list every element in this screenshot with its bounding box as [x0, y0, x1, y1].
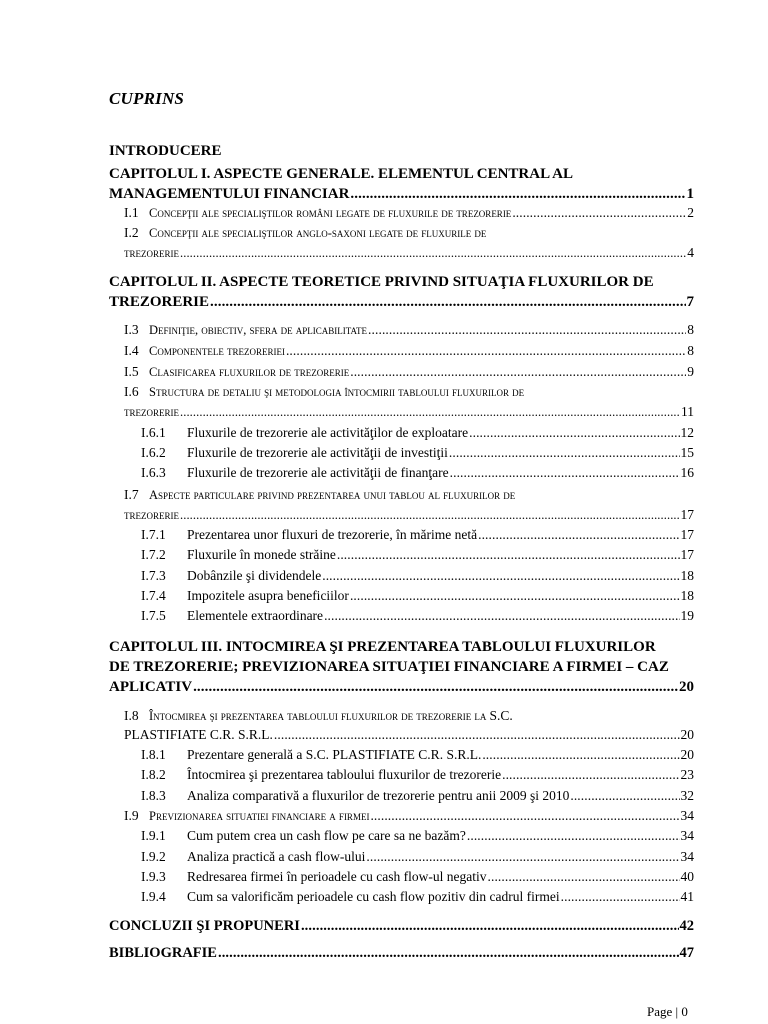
toc-entry-i8-3[interactable]	[109, 788, 694, 808]
entry-title: Analiza comparativă a fluxurilor de trezorerie pentru anii 2009 şi 2010	[187, 788, 570, 803]
dot-leader	[180, 508, 680, 523]
toc-entry-i8-1[interactable]	[109, 747, 694, 767]
chapter-1-line2: MANAGEMENTULUI FINANCIAR	[109, 186, 350, 202]
dot-leader	[469, 425, 679, 441]
toc-chapter-2[interactable]	[109, 272, 694, 312]
entry-title-cont: PLASTIFIATE C.R. S.R.L.	[124, 727, 273, 742]
dot-leader	[366, 849, 679, 865]
page-footer: Page | 0	[647, 1004, 688, 1019]
entry-number: I.2	[124, 225, 139, 240]
entry-title: Dobânzile şi dividendele	[187, 568, 322, 583]
entry-page: 8	[687, 322, 694, 337]
entry-title: CONCLUZII ŞI PROPUNERI	[109, 918, 300, 934]
dot-leader	[274, 727, 680, 743]
dot-leader	[450, 465, 680, 481]
entry-page: 16	[680, 465, 694, 480]
entry-title: Concepţii ale specialiştilor români legate de fluxurile de trezorerie	[149, 206, 512, 220]
entry-title-cont: trezorerie	[124, 246, 179, 260]
entry-title: Cum putem crea un cash flow pe care sa ne bazăm?	[187, 828, 466, 843]
chapter-1-line1: CAPITOLUL I. ASPECTE GENERALE. ELEMENTUL CENTRAL AL	[109, 166, 574, 182]
entry-number: I.7	[124, 487, 139, 502]
entry-title: Prezentare generală a S.C. PLASTIFIATE C.R. S.R.L.	[187, 747, 482, 762]
dot-leader	[478, 527, 679, 543]
entry-number: I.5	[124, 364, 139, 379]
entry-title: Concepţii ale specialiştilor anglo-saxoni legate de fluxurile de	[149, 226, 487, 240]
toc-entry-i3[interactable]	[109, 322, 694, 342]
entry-title: Prezentarea unor fluxuri de trezorerie, în mărime netă	[187, 527, 478, 542]
toc-entry-i9-2[interactable]	[109, 849, 694, 869]
toc-chapter-1[interactable]	[109, 164, 694, 204]
toc-entry-i6-1[interactable]	[109, 425, 694, 445]
entry-title: Redresarea firmei în perioadele cu cash flow-ul negativ	[187, 869, 487, 884]
dot-leader	[350, 184, 685, 204]
dot-leader	[322, 568, 679, 584]
entry-page: 18	[680, 588, 694, 603]
toc-entry-i1[interactable]	[109, 205, 694, 225]
dot-leader	[337, 547, 680, 563]
toc-entry-concluzii[interactable]	[109, 918, 694, 938]
entry-title: Impozitele asupra beneficiilor	[187, 588, 349, 603]
dot-leader	[512, 205, 686, 221]
entry-page: 40	[680, 869, 694, 884]
dot-leader	[370, 808, 679, 824]
toc-entry-bibliografie[interactable]	[109, 945, 694, 965]
toc-entry-i8-cont[interactable]	[124, 727, 694, 747]
entry-page: 34	[680, 849, 694, 864]
entry-number: I.7.5	[141, 608, 166, 623]
dot-leader	[488, 869, 680, 885]
entry-number: I.9	[124, 808, 139, 823]
entry-number: I.3	[124, 322, 139, 337]
toc-entry-i2-cont[interactable]	[124, 245, 694, 265]
entry-page: 47	[679, 945, 694, 961]
entry-title-cont: trezorerie	[124, 508, 179, 522]
entry-page: 41	[680, 889, 694, 904]
entry-title: Aspecte particulare privind prezentarea unui tablou al fluxurilor de	[149, 488, 516, 502]
chapter-3-line1: CAPITOLUL III. INTOCMIREA ŞI PREZENTAREA TABLOULUI FLUXURILOR	[109, 639, 656, 655]
chapter-3-page: 20	[679, 679, 694, 695]
chapter-3-line2: DE TREZORERIE; PREVIZIONAREA SITUAŢIEI FINANCIARE A FIRMEI – CAZ	[109, 659, 669, 675]
dot-leader	[324, 608, 679, 624]
dot-leader	[350, 588, 680, 604]
entry-number: I.9.1	[141, 828, 166, 843]
toc-entry-i5[interactable]	[109, 364, 694, 384]
entry-title: Fluxurile de trezorerie ale activităţii de investiţii	[187, 445, 448, 460]
entry-page: 15	[680, 445, 694, 460]
toc-entry-i7-5[interactable]	[109, 608, 694, 628]
entry-title: Întocmirea şi prezentarea tabloului fluxurilor de trezorerie la	[149, 709, 487, 723]
dot-leader	[180, 246, 686, 261]
entry-number: I.7.4	[141, 588, 166, 603]
dot-leader	[218, 945, 679, 962]
dot-leader	[482, 747, 679, 763]
entry-title: Fluxurile în monede străine	[187, 547, 336, 562]
entry-number: I.9.4	[141, 889, 166, 904]
chapter-2-page: 7	[686, 294, 694, 310]
toc-entry-i9-3[interactable]	[109, 869, 694, 889]
entry-title: Structura de detaliu şi metodologia întocmirii tabloului fluxurilor de	[149, 385, 525, 399]
entry-page: 20	[680, 727, 694, 742]
entry-page: 17	[680, 507, 694, 522]
toc-entry-i7-cont[interactable]	[124, 507, 694, 527]
entry-number: I.6.2	[141, 445, 166, 460]
entry-title-tail: S.C.	[489, 708, 513, 723]
entry-page: 17	[680, 547, 694, 562]
entry-page: 12	[680, 425, 694, 440]
dot-leader	[570, 788, 679, 804]
entry-title: Întocmirea şi prezentarea tabloului fluxurilor de trezorerie	[187, 767, 502, 782]
entry-title: Cum sa valorificăm perioadele cu cash flow pozitiv din cadrul firmei	[187, 889, 560, 904]
dot-leader	[180, 405, 680, 420]
entry-number: I.6	[124, 384, 139, 399]
entry-title: Fluxurile de trezorerie ale activităţii de finanţare	[187, 465, 449, 480]
toc-entry-i4[interactable]	[109, 343, 694, 363]
entry-title: BIBLIOGRAFIE	[109, 945, 217, 961]
toc-chapter-3[interactable]	[109, 637, 694, 697]
toc-entry-i6-cont[interactable]	[124, 404, 694, 424]
entry-number: I.8.2	[141, 767, 166, 782]
entry-number: I.4	[124, 343, 139, 358]
toc-entry-i7[interactable]	[124, 487, 694, 503]
entry-title: Componentele trezoreriei	[149, 344, 285, 358]
entry-number: I.9.3	[141, 869, 166, 884]
entry-number: I.6.1	[141, 425, 166, 440]
toc-entry-i7-1[interactable]	[109, 527, 694, 547]
toc-entry-i9-1[interactable]	[109, 828, 694, 848]
toc-entry-i6-3[interactable]	[109, 465, 694, 485]
entry-page: 4	[687, 245, 694, 260]
entry-number: I.8	[124, 708, 139, 723]
entry-number: I.7.3	[141, 568, 166, 583]
toc-entry-i7-3[interactable]	[109, 568, 694, 588]
entry-number: I.8.1	[141, 747, 166, 762]
toc-entry-i8[interactable]	[124, 708, 694, 724]
chapter-2-line1: CAPITOLUL II. ASPECTE TEORETICE PRIVIND SITUAŢIA FLUXURILOR DE	[109, 274, 654, 290]
toc-entry-introducere[interactable]: INTRODUCERE	[109, 143, 222, 159]
entry-page: 2	[687, 205, 694, 220]
entry-page: 18	[680, 568, 694, 583]
entry-page: 11	[681, 404, 694, 419]
entry-title-cont: trezorerie	[124, 405, 179, 419]
entry-title: Definiţie, obiectiv, sfera de aplicabilitate	[149, 323, 368, 337]
dot-leader	[502, 767, 679, 783]
chapter-2-line2: TREZORERIE	[109, 294, 210, 310]
entry-page: 42	[679, 918, 694, 934]
dot-leader	[193, 677, 678, 697]
toc-entry-i9-4[interactable]	[109, 889, 694, 909]
dot-leader	[368, 322, 686, 338]
entry-number: I.7.2	[141, 547, 166, 562]
dot-leader	[301, 918, 679, 935]
entry-title: Fluxurile de trezorerie ale activităţilor de exploatare	[187, 425, 469, 440]
toc-entry-i6[interactable]	[124, 384, 694, 400]
entry-number: I.9.2	[141, 849, 166, 864]
entry-number: I.1	[124, 205, 139, 220]
dot-leader	[467, 828, 680, 844]
toc-heading: CUPRINS	[109, 89, 185, 108]
entry-page: 32	[680, 788, 694, 803]
entry-number: I.6.3	[141, 465, 166, 480]
entry-page: 23	[680, 767, 694, 782]
dot-leader	[449, 445, 680, 461]
entry-title: Elementele extraordinare	[187, 608, 324, 623]
entry-page: 17	[680, 527, 694, 542]
entry-title: Analiza practică a cash flow-ului	[187, 849, 366, 864]
entry-page: 20	[680, 747, 694, 762]
toc-entry-i7-2[interactable]	[109, 547, 694, 567]
entry-page: 8	[687, 343, 694, 358]
toc-entry-i7-4[interactable]	[109, 588, 694, 608]
toc-entry-i6-2[interactable]	[109, 445, 694, 465]
dot-leader	[350, 364, 686, 380]
dot-leader	[561, 889, 680, 905]
entry-page: 34	[680, 808, 694, 823]
chapter-3-line3: APLICATIV	[109, 679, 193, 695]
entry-page: 19	[680, 608, 694, 623]
toc-entry-i9[interactable]	[109, 808, 694, 828]
dot-leader	[286, 343, 686, 359]
entry-title: Previzionarea situatiei financiare a firmei	[149, 809, 370, 823]
entry-page: 9	[687, 364, 694, 379]
entry-page: 34	[680, 828, 694, 843]
dot-leader	[210, 292, 685, 312]
entry-title: Clasificarea fluxurilor de trezorerie	[149, 365, 350, 379]
toc-entry-i2[interactable]	[124, 225, 694, 241]
entry-number: I.7.1	[141, 527, 166, 542]
entry-number: I.8.3	[141, 788, 166, 803]
chapter-1-page: 1	[686, 186, 694, 202]
toc-entry-i8-2[interactable]	[109, 767, 694, 787]
